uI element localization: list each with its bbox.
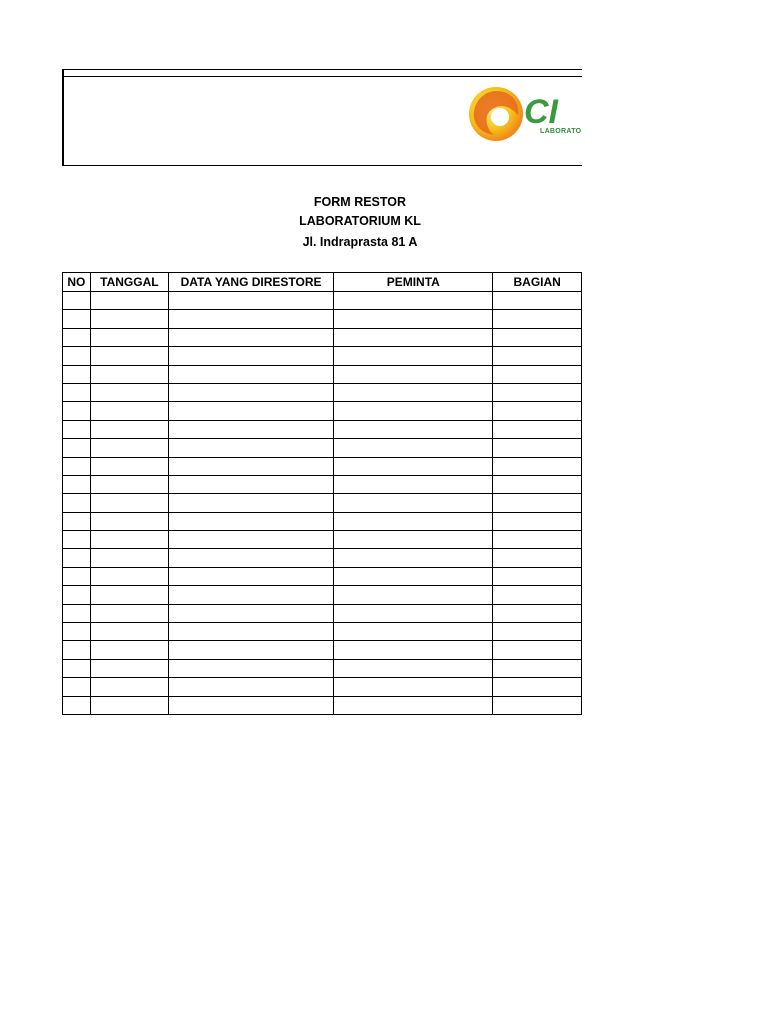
table-cell[interactable]: [90, 512, 168, 530]
table-cell[interactable]: [493, 457, 582, 475]
table-cell[interactable]: [63, 383, 91, 401]
table-cell[interactable]: [90, 310, 168, 328]
table-cell[interactable]: [334, 439, 493, 457]
table-cell[interactable]: [169, 586, 334, 604]
logo-wordmark: CI: [524, 93, 558, 131]
table-cell[interactable]: [493, 659, 582, 677]
table-row: [63, 365, 582, 383]
table-cell[interactable]: [169, 641, 334, 659]
table-cell[interactable]: [493, 402, 582, 420]
table-cell[interactable]: [334, 623, 493, 641]
table-row: [63, 457, 582, 475]
table-cell[interactable]: [63, 641, 91, 659]
table-cell[interactable]: [63, 659, 91, 677]
table-cell[interactable]: [90, 328, 168, 346]
table-row: [63, 328, 582, 346]
table-row: [63, 604, 582, 622]
table-cell[interactable]: [334, 347, 493, 365]
table-cell[interactable]: [334, 328, 493, 346]
table-cell[interactable]: [90, 549, 168, 567]
table-cell[interactable]: [493, 623, 582, 641]
table-cell[interactable]: [90, 623, 168, 641]
table-row: [63, 420, 582, 438]
table-row: [63, 659, 582, 677]
table-cell[interactable]: [169, 604, 334, 622]
table-cell[interactable]: [169, 696, 334, 714]
table-cell[interactable]: [90, 696, 168, 714]
table-row: [63, 512, 582, 530]
table-cell[interactable]: [334, 292, 493, 310]
col-header-bagian: BAGIAN: [493, 273, 582, 292]
table-cell[interactable]: [334, 696, 493, 714]
table-cell[interactable]: [63, 604, 91, 622]
table-cell[interactable]: [493, 310, 582, 328]
table-cell[interactable]: [63, 310, 91, 328]
table-cell[interactable]: [169, 383, 334, 401]
table-cell[interactable]: [63, 402, 91, 420]
col-header-tanggal: TANGGAL: [90, 273, 168, 292]
table-cell[interactable]: [493, 328, 582, 346]
form-title: FORM RESTOR: [313, 195, 407, 209]
col-header-data: DATA YANG DIRESTORE: [169, 273, 334, 292]
table-cell[interactable]: [493, 641, 582, 659]
table-cell[interactable]: [90, 659, 168, 677]
table-cell[interactable]: [493, 531, 582, 549]
table-row: [63, 402, 582, 420]
table-cell[interactable]: [63, 420, 91, 438]
table-cell[interactable]: [334, 494, 493, 512]
table-cell[interactable]: [493, 567, 582, 585]
table-cell[interactable]: [493, 512, 582, 530]
table-cell[interactable]: [169, 347, 334, 365]
logo-caption: LABORATO: [540, 128, 582, 135]
table-cell[interactable]: [169, 475, 334, 493]
table-cell[interactable]: [169, 678, 334, 696]
header-inner-line: [64, 76, 582, 77]
table-cell[interactable]: [334, 567, 493, 585]
table-header-row: [63, 273, 582, 292]
table-row: [63, 623, 582, 641]
table-cell[interactable]: [334, 641, 493, 659]
table-cell[interactable]: [90, 347, 168, 365]
table-cell[interactable]: [90, 475, 168, 493]
table-row: [63, 439, 582, 457]
table-cell[interactable]: [90, 531, 168, 549]
table-cell[interactable]: [334, 659, 493, 677]
table-cell[interactable]: [169, 310, 334, 328]
table-cell[interactable]: [334, 475, 493, 493]
table-cell[interactable]: [63, 475, 91, 493]
table-cell[interactable]: [493, 586, 582, 604]
table-cell[interactable]: [63, 696, 91, 714]
table-cell[interactable]: [334, 586, 493, 604]
table-cell[interactable]: [493, 439, 582, 457]
table-cell[interactable]: [90, 292, 168, 310]
table-cell[interactable]: [169, 659, 334, 677]
table-cell[interactable]: [334, 420, 493, 438]
table-cell[interactable]: [63, 292, 91, 310]
table-row: [63, 531, 582, 549]
table-cell[interactable]: [334, 310, 493, 328]
table-cell[interactable]: [90, 365, 168, 383]
table-cell[interactable]: [90, 567, 168, 585]
table-cell[interactable]: [493, 383, 582, 401]
table-cell[interactable]: [169, 549, 334, 567]
table-cell[interactable]: [169, 623, 334, 641]
table-row: [63, 549, 582, 567]
table-cell[interactable]: [493, 292, 582, 310]
lab-address: Jl. Indraprasta 81 A: [302, 235, 418, 249]
cito-logo-icon: [466, 85, 582, 145]
table-cell[interactable]: [90, 641, 168, 659]
table-cell[interactable]: [90, 383, 168, 401]
table-cell[interactable]: [493, 365, 582, 383]
table-cell[interactable]: [63, 512, 91, 530]
table-cell[interactable]: [493, 347, 582, 365]
table-cell[interactable]: [63, 328, 91, 346]
table-row: [63, 696, 582, 714]
table-cell[interactable]: [493, 696, 582, 714]
table-cell[interactable]: [493, 494, 582, 512]
table-cell[interactable]: [63, 494, 91, 512]
col-header-peminta: PEMINTA: [334, 273, 493, 292]
table-cell[interactable]: [334, 457, 493, 475]
table-cell[interactable]: [169, 494, 334, 512]
table-cell[interactable]: [90, 439, 168, 457]
table-body: [63, 292, 582, 715]
table-cell[interactable]: [63, 586, 91, 604]
table-cell[interactable]: [90, 678, 168, 696]
table-cell[interactable]: [334, 549, 493, 567]
table-cell[interactable]: [169, 420, 334, 438]
table-cell[interactable]: [334, 531, 493, 549]
table-cell[interactable]: [334, 512, 493, 530]
table-row: [63, 347, 582, 365]
table-cell[interactable]: [63, 365, 91, 383]
table-cell[interactable]: [334, 678, 493, 696]
table-cell[interactable]: [90, 402, 168, 420]
table-cell[interactable]: [169, 292, 334, 310]
table-cell[interactable]: [169, 365, 334, 383]
table-row: [63, 475, 582, 493]
table-cell[interactable]: [63, 531, 91, 549]
table-cell[interactable]: [493, 549, 582, 567]
table-cell[interactable]: [334, 604, 493, 622]
logo-center-shape: [491, 108, 509, 126]
table-cell[interactable]: [493, 678, 582, 696]
table-cell[interactable]: [63, 439, 91, 457]
table-row: [63, 586, 582, 604]
table-row: [63, 292, 582, 310]
table-cell[interactable]: [90, 420, 168, 438]
table-cell[interactable]: [169, 457, 334, 475]
table-cell[interactable]: [169, 328, 334, 346]
table-cell[interactable]: [169, 567, 334, 585]
table-cell[interactable]: [169, 512, 334, 530]
table-cell[interactable]: [63, 623, 91, 641]
table-cell[interactable]: [493, 475, 582, 493]
table-row: [63, 678, 582, 696]
table-cell[interactable]: [90, 604, 168, 622]
table-cell[interactable]: [334, 383, 493, 401]
table-cell[interactable]: [334, 402, 493, 420]
table-cell[interactable]: [63, 457, 91, 475]
table-row: [63, 494, 582, 512]
table-cell[interactable]: [90, 457, 168, 475]
table-cell[interactable]: [169, 531, 334, 549]
table-cell[interactable]: [63, 678, 91, 696]
table-cell[interactable]: [63, 567, 91, 585]
table-cell[interactable]: [90, 586, 168, 604]
table-cell[interactable]: [334, 365, 493, 383]
table-cell[interactable]: [63, 549, 91, 567]
col-header-no: NO: [63, 273, 91, 292]
restore-log-table: [62, 272, 582, 715]
lab-name: LABORATORIUM KL: [299, 214, 421, 228]
table-cell[interactable]: [493, 604, 582, 622]
table-row: [63, 383, 582, 401]
table-cell[interactable]: [90, 494, 168, 512]
table-row: [63, 641, 582, 659]
table-row: [63, 567, 582, 585]
table-row: [63, 310, 582, 328]
table-cell[interactable]: [169, 402, 334, 420]
table-cell[interactable]: [63, 347, 91, 365]
table-cell[interactable]: [169, 439, 334, 457]
table-cell[interactable]: [493, 420, 582, 438]
